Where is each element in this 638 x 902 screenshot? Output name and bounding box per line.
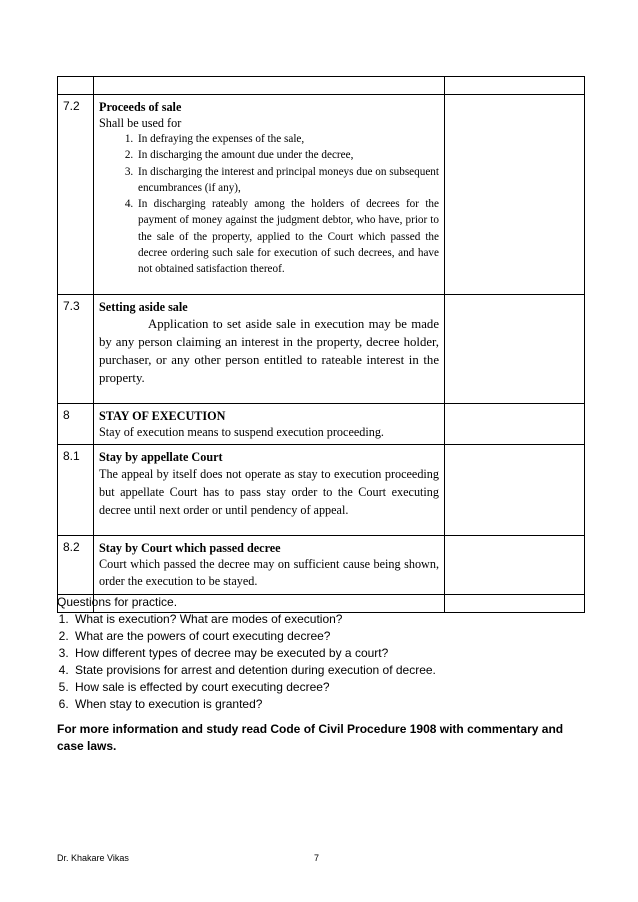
question-item: 5. How sale is effected by court executing decree? xyxy=(72,679,587,696)
section-heading: Stay by appellate Court xyxy=(99,450,223,465)
table-row-empty-top xyxy=(58,77,585,95)
remarks-cell xyxy=(445,404,585,445)
list-item: 4. In discharging rateably among the holders of decrees for the payment of money against the judgment debtor, who have, prior to the sale of the property, applied to the Court which passed the decree ordering such sale for execution of such decrees, and have not obtained satisfaction thereof. xyxy=(136,196,439,277)
section-content xyxy=(94,404,445,445)
section-intro: Shall be used for xyxy=(99,116,182,130)
section-number: 8.1 xyxy=(58,445,94,536)
footer-author: Dr. Khakare Vikas xyxy=(57,853,129,863)
question-item: 2. What are the powers of court executing decree? xyxy=(72,628,587,645)
section-number: 7.3 xyxy=(58,294,94,404)
more-info-note: For more information and study read Code of Civil Procedure 1908 with commentary and case laws. xyxy=(57,722,564,753)
section-heading: Stay by Court which passed decree xyxy=(99,541,281,556)
list-item: 3. In discharging the interest and principal moneys due on subsequent encumbrances (if any), xyxy=(136,164,439,197)
section-content xyxy=(94,445,445,536)
section-content xyxy=(94,536,445,595)
table-row xyxy=(58,536,585,595)
remarks-cell xyxy=(445,445,585,536)
question-item: 1. What is execution? What are modes of execution? xyxy=(72,611,587,628)
content-table xyxy=(57,76,585,613)
section-content xyxy=(94,95,445,295)
table-row xyxy=(58,404,585,445)
questions-list xyxy=(57,611,587,713)
questions-section xyxy=(57,594,587,713)
question-item: 3. How different types of decree may be executed by a court? xyxy=(72,645,587,662)
section-text: Stay of execution means to suspend execution proceeding. xyxy=(99,425,384,440)
remarks-cell xyxy=(445,95,585,295)
section-content xyxy=(94,294,445,404)
page-number: 7 xyxy=(314,853,320,863)
section-text: Court which passed the decree may on sufficient cause being shown, order the execution to be stayed. xyxy=(99,557,439,589)
remarks-cell xyxy=(445,536,585,595)
section-number: 8 xyxy=(58,404,94,445)
table-row xyxy=(58,95,585,295)
proceeds-list xyxy=(99,131,439,278)
section-heading: STAY OF EXECUTION xyxy=(99,409,226,424)
section-heading: Proceeds of sale xyxy=(99,100,182,114)
remarks-cell xyxy=(445,294,585,404)
table-row xyxy=(58,294,585,404)
questions-title: Questions for practice. xyxy=(57,595,178,609)
section-number: 8.2 xyxy=(58,536,94,595)
question-item: 6. When stay to execution is granted? xyxy=(72,696,587,713)
question-item: 4. State provisions for arrest and detention during execution of decree. xyxy=(72,662,587,679)
table-row xyxy=(58,445,585,536)
section-number: 7.2 xyxy=(58,95,94,295)
section-text: Application to set aside sale in execution may be made by any person claiming an interest in the property, decree holder, purchaser, or any other person entitled to rateable interest in the property. xyxy=(99,316,439,386)
section-heading: Setting aside sale xyxy=(99,299,188,314)
section-text: The appeal by itself does not operate as stay to execution proceeding but appellate Court has to pass stay order to the Court executing decree until next order or until pendency of appeal. xyxy=(99,467,439,518)
list-item: 1. In defraying the expenses of the sale, xyxy=(136,131,439,147)
list-item: 2. In discharging the amount due under the decree, xyxy=(136,147,439,163)
